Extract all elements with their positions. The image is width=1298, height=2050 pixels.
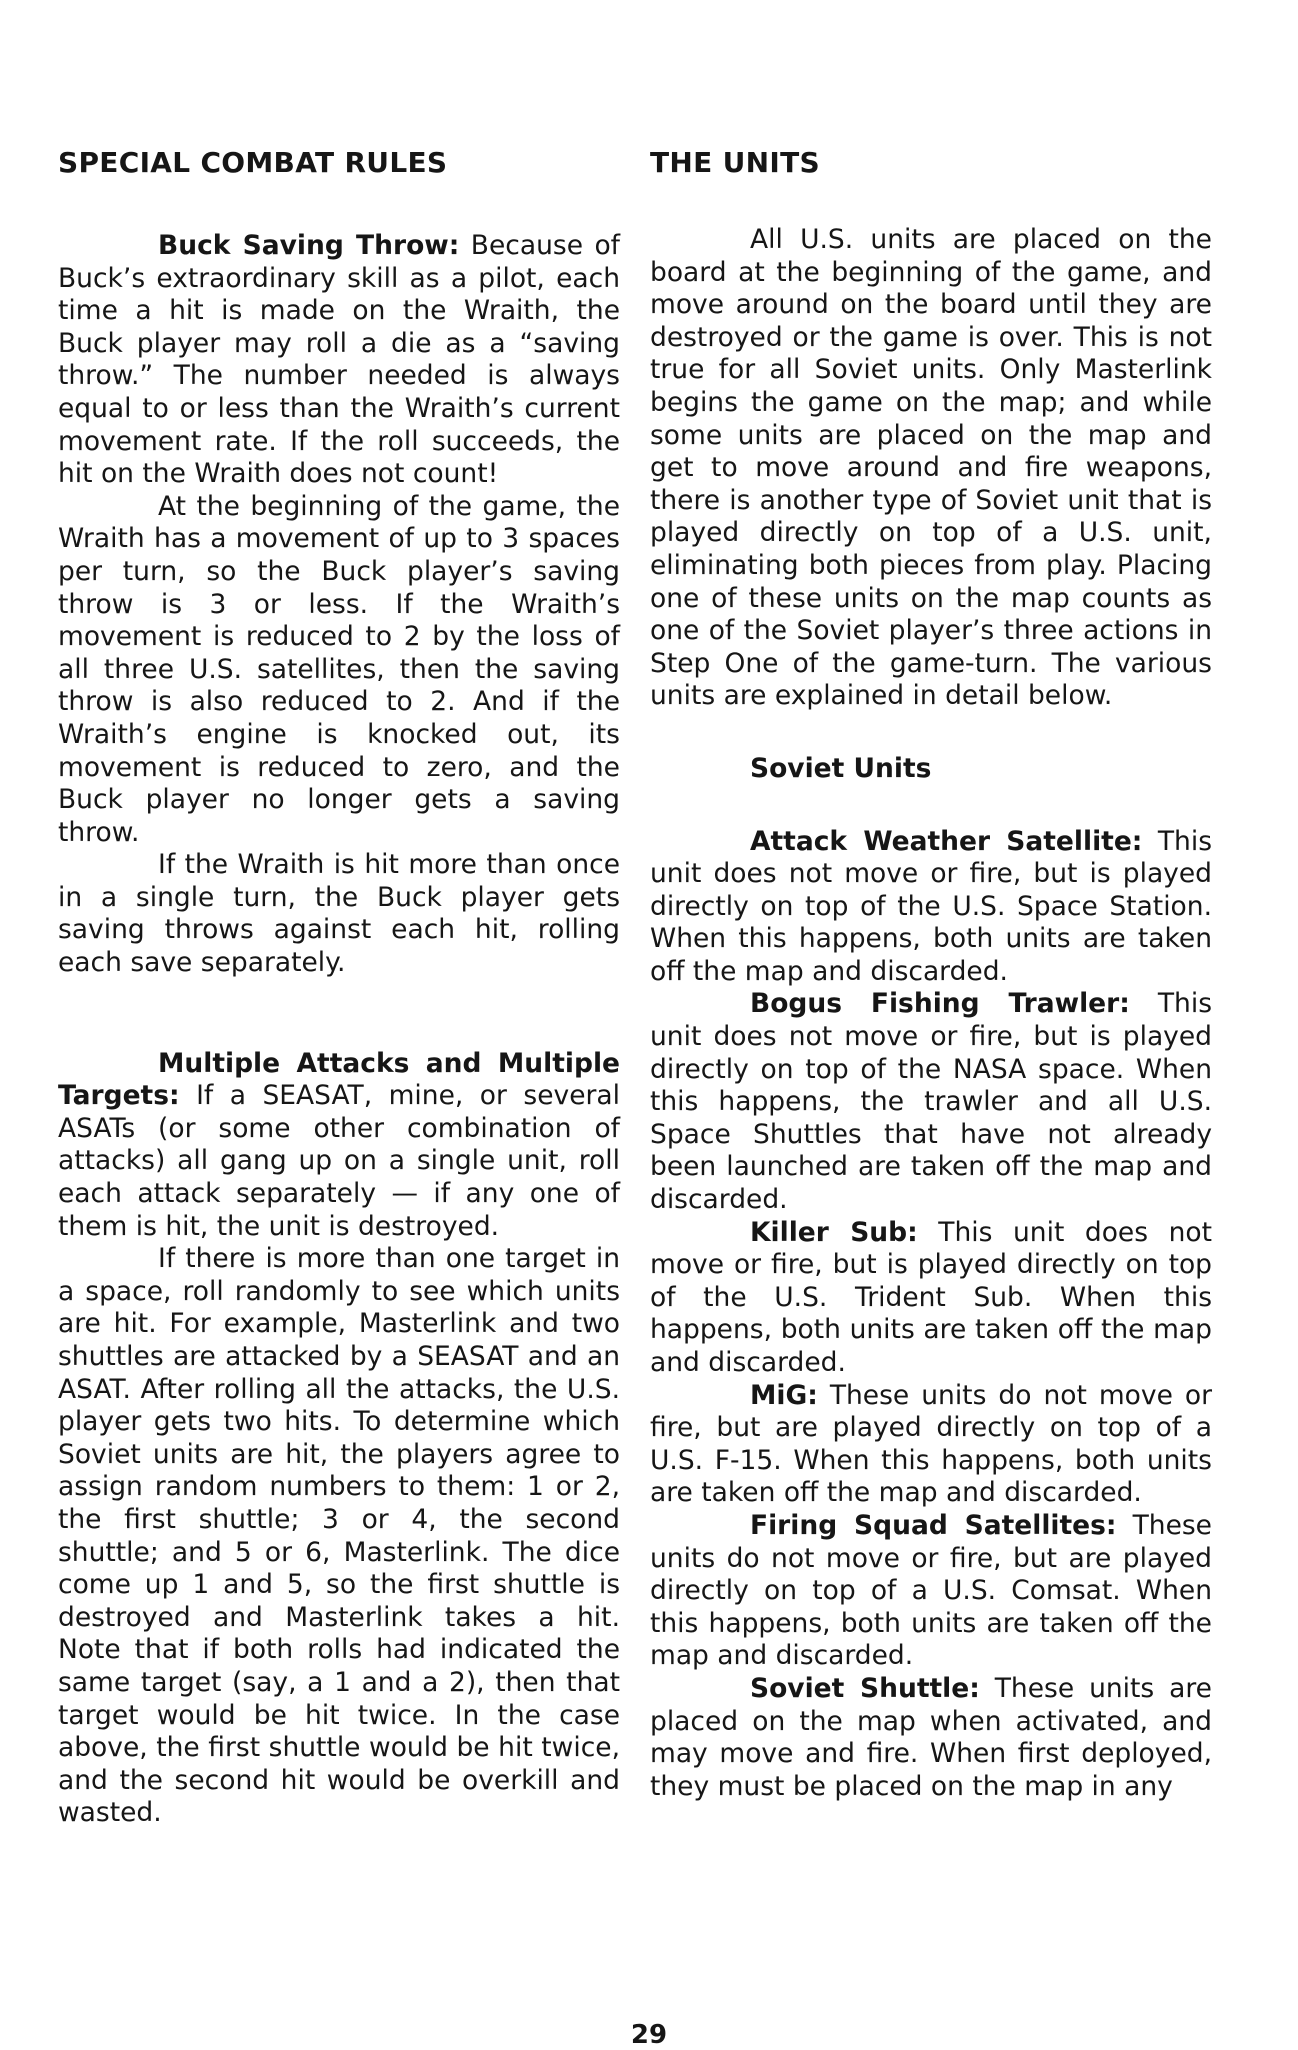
paragraph-units-intro	[650, 224, 1212, 713]
run-in-heading: Attack Weather Satellite:	[750, 825, 1143, 857]
run-in-heading: Bogus Fishing Trawler:	[750, 988, 1130, 1020]
unit-entry-killer-sub	[650, 1217, 1212, 1380]
paragraph-text: These units are placed on the map when activated, and may move and fire. When first deployed, they must be placed on the map in any	[650, 1672, 1212, 1802]
paragraph-text: This unit does not move or fire, but is played directly on top of the NASA space. When this happens, the trawler and all U.S. Space Shuttles that have not already been launched are taken off the map and discarded.	[650, 988, 1213, 1216]
page-number: 29	[630, 2020, 668, 2050]
run-in-heading: Firing Squad Satellites:	[750, 1509, 1117, 1541]
unit-entry-firing-squad-satellites	[650, 1510, 1212, 1673]
paragraph-random-targets	[58, 1243, 620, 1830]
paragraph-text: These units do not move or fire, but are played directly on top of a U.S. Comsat. When this happens, both units are taken off the map and discarded.	[650, 1509, 1212, 1672]
run-in-heading: Killer Sub:	[750, 1216, 918, 1248]
paragraph-text: This unit does not move or fire, but is played directly on top of the U.S. Space Station. When this happens, both units are taken off the map and discarded.	[650, 825, 1212, 987]
paragraph-text: All U.S. units are placed on the board at the beginning of the game, and move around on the board until they are destroyed or the game is over. This is not true for all Soviet units. Only Masterlink begins the game on the map; and while some units are placed on the map and get to move around and fire weapons, there is another type of Soviet unit that is played directly on top of a U.S. unit, eliminating both pieces from play. Placing one of these units on the map counts as one of the Soviet player’s three actions in Step One of the game-turn. The various units are explained in detail below.	[650, 224, 1212, 712]
paragraph-text: If the Wraith is hit more than once in a single turn, the Buck player gets saving throws against each hit, rolling each save separately.	[58, 849, 620, 979]
paragraph-text: This unit does not move or fire, but is played directly on top of the U.S. Trident Sub. When this happens, both units are taken off the map and discarded.	[650, 1216, 1213, 1378]
section-heading-special-combat-rules: SPECIAL COMBAT RULES	[58, 146, 448, 179]
paragraph-text: If there is more than one target in a space, roll randomly to see which units are hit. For example, Masterlink and two shuttles are attacked by a SEASAT and an ASAT. After rolling all the attacks, the U.S. player gets two hits. To determine which Soviet units are hit, the players agree to assign random numbers to them: 1 or 2, the first shuttle; 3 or 4, the second shuttle; and 5 or 6, Masterlink. The dice come up 1 and 5, so the first shuttle is destroyed and Masterlink takes a hit. Note that if both rolls had indicated the same target (say, a 1 and a 2), then that target would be hit twice. In the case above, the first shuttle would be hit twice, and the second hit would be overkill and wasted.	[58, 1243, 620, 1829]
subheading-soviet-units: Soviet Units	[750, 752, 932, 784]
run-in-heading: MiG:	[750, 1379, 818, 1411]
right-column-text	[650, 224, 1212, 1803]
left-column-text	[58, 230, 620, 1830]
paragraph-text: These units do not move or fire, but are played directly on top of a U.S. F-15. When this happens, both units are taken off the map and discarded.	[650, 1379, 1212, 1509]
unit-entry-bogus-fishing-trawler	[650, 988, 1212, 1216]
run-in-heading: Multiple Attacks and Multiple Targets:	[58, 1047, 620, 1112]
paragraph-buck-saving-throw	[58, 230, 620, 491]
run-in-heading: Buck Saving Throw:	[158, 230, 460, 261]
paragraph-multiple-hits	[58, 849, 620, 979]
unit-entry-attack-weather-satellite	[650, 826, 1212, 989]
unit-entry-mig	[650, 1380, 1212, 1510]
paragraph-text: At the beginning of the game, the Wraith has a movement of up to 3 spaces per turn, so the Buck player’s saving throw is 3 or less. If the Wraith’s movement is reduced to 2 by the loss of all three U.S. satellites, then the saving throw is also reduced to 2. And if the Wraith’s engine is knocked out, its movement is reduced to zero, and the Buck player no longer gets a saving throw.	[58, 490, 620, 848]
paragraph-text: Because of Buck’s extraordinary skill as a pilot, each time a hit is made on the Wraith, the Buck player may roll a die as a “saving throw.” The number needed is always equal to or less than the Wraith’s current movement rate. If the roll succeeds, the hit on the Wraith does not count!	[58, 230, 620, 490]
section-heading-the-units: THE UNITS	[650, 146, 820, 179]
paragraph-text: If a SEASAT, mine, or several ASATs (or some other combination of attacks) all gang up on a single unit, roll each attack separately — if any one of them is hit, the unit is destroyed.	[58, 1080, 620, 1242]
paragraph-wraith-movement	[58, 491, 620, 850]
unit-entry-soviet-shuttle	[650, 1673, 1212, 1803]
run-in-heading: Soviet Shuttle:	[750, 1672, 980, 1704]
paragraph-multiple-attacks	[58, 1048, 620, 1244]
